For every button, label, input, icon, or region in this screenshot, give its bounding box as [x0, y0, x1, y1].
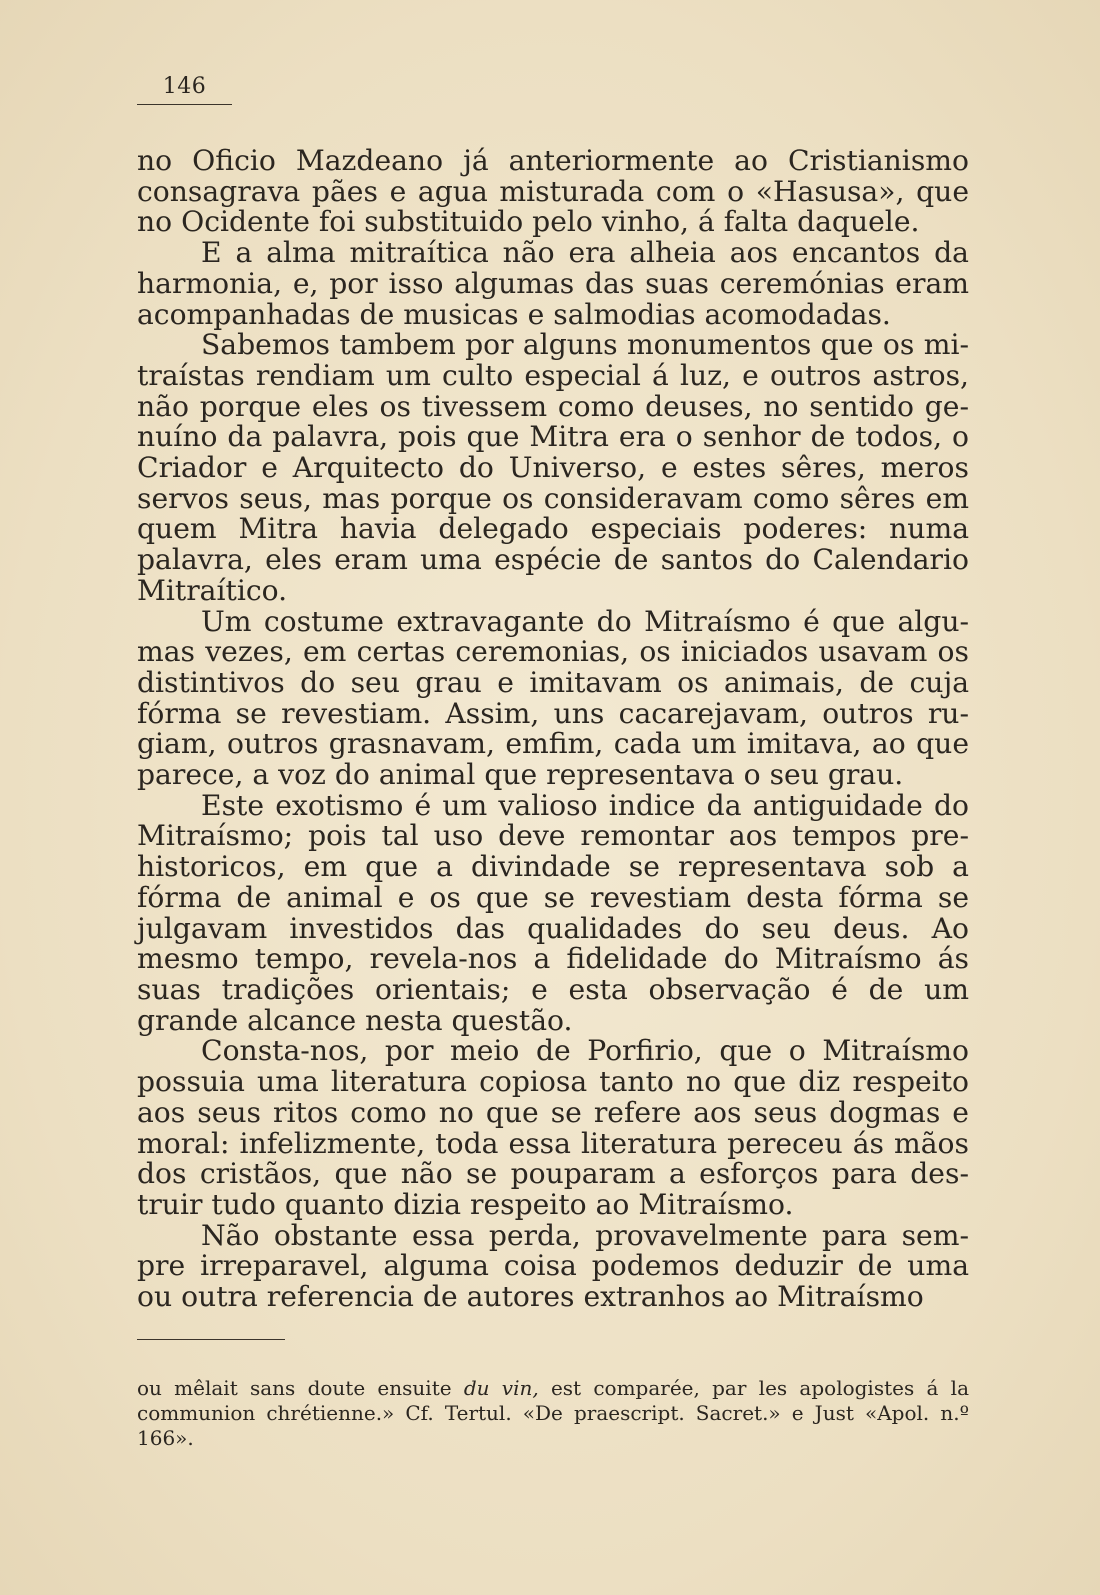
- page-number: 146: [162, 74, 207, 99]
- paragraph-continued: no Oficio Mazdeano já anteriormente ao Cristianismo consagrava pães e agua misturada com o «Hasusa», que no Ocidente foi substituido pelo vinho, á falta daquele.: [137, 144, 969, 239]
- footnote: [137, 1376, 969, 1451]
- paragraph-literatura: Consta-nos, por meio de Porfirio, que o Mitraísmo possuia uma literatura copiosa tanto no que diz respeito aos seus ritos como no que se refere aos seus dogmas e moral: infelizmente, toda essa literatura pereceu ás mãos dos cristãos, que não se pouparam a esforços para destruir tudo quanto dizia respeito ao Mitraísmo.: [137, 1034, 969, 1221]
- footnote-text-before: ou mêlait sans doute ensuite: [137, 1376, 464, 1400]
- body-text: [137, 146, 969, 1313]
- page-header: [137, 72, 232, 105]
- paragraph-perda: Não obstante essa perda, provavelmente para sempre irreparavel, alguma coisa podemos deduzir de uma ou outra referencia de autores extranhos ao Mitraísmo: [137, 1218, 969, 1314]
- footnote-separator: [137, 1339, 285, 1340]
- paragraph-costume: Um costume extravagante do Mitraísmo é que algumas vezes, em certas ceremonias, os iniciados usavam os distintivos do seu grau e imitavam os animais, de cuja fórma se revestiam. Assim, uns cacarejavam, outros rugiam, outros grasnavam, emfim, cada um imitava, ao que parece, a voz do animal que representava o seu grau.: [137, 604, 969, 792]
- paragraph-culto-luz: Sabemos tambem por alguns monumentos que os mitraístas rendiam um culto especial á luz, e outros astros, não porque eles os tivessem como deuses, no sentido genuíno da palavra, pois que Mitra era o senhor de todos, o Criador e Arquitecto do Universo, e estes sêres, meros servos seus, mas porque os consideravam como sêres em quem Mitra havia delegado especiais poderes: numa palavra, eles eram uma espécie de santos do Calendario Mitraítico.: [137, 328, 969, 607]
- footnote-text-after: est comparée, par les apologistes á la communion chrétienne.» Cf. Tertul. «De praescript. Sacret.» e Just «Apol. n.º 166».: [137, 1376, 969, 1450]
- paragraph-exotismo: Este exotismo é um valioso indice da antiguidade do Mitraísmo; pois tal uso deve remontar aos tempos prehistoricos, em que a divindade se representava sob a fórma de animal e os que se revestiam desta fórma se julgavam investidos das qualidades do seu deus. Ao mesmo tempo, revela-nos a fidelidade do Mitraísmo ás suas tradições orientais; e esta observação é de um grande alcance nesta questão.: [137, 788, 969, 1037]
- page-number-rule: [137, 104, 232, 105]
- paragraph-harmonia: E a alma mitraítica não era alheia aos encantos da harmonia, e, por isso algumas das suas ceremónias eram acompanhadas de musicas e salmodias acomodadas.: [137, 236, 969, 331]
- footnote-italic: du vin,: [463, 1376, 539, 1400]
